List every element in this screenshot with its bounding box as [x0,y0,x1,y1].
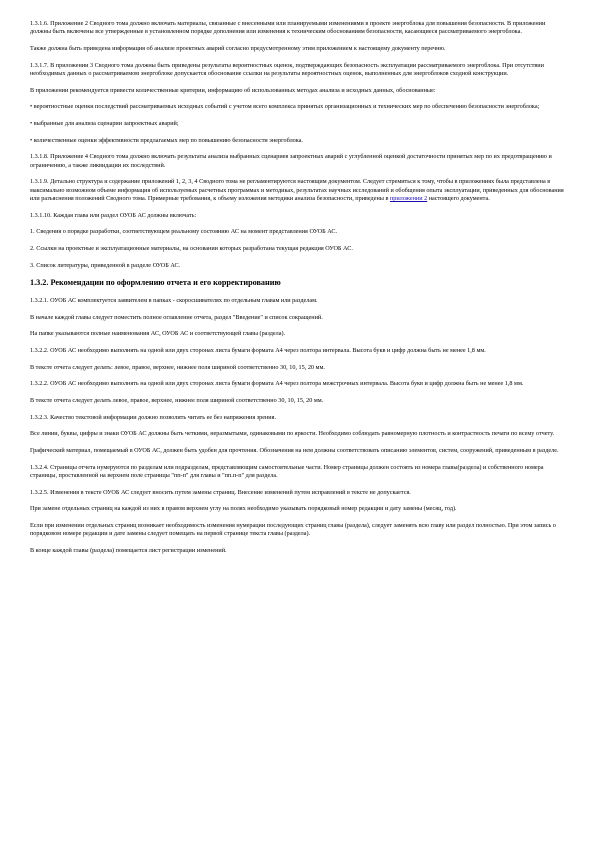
appendix-2-link[interactable]: приложении 2 [389,194,428,202]
paragraph-print-quality: Все линии, буквы, цифры и знаки ОУОБ АС должны быть четкими, неразмытыми, одинаковыми по яркости. Необходимо соблюдать равномерную плотность и контрастность печати по всему отчету. [30,430,555,438]
paragraph-1-3-1-9-tail: настоящего документа. [428,194,490,202]
paragraph-criteria: В приложении рекомендуется привести количественные критерии, информацию об использованных методах анализа и исходных данных, обоснованные: [30,86,436,94]
paragraph-1-3-2-5: 1.3.2.5. Изменения в тексте ОУОБ АС следует вносить путем замены страниц. Внесение изменений путем исправлений в тексте не допускается. [30,488,411,496]
paragraph-1-3-2-1: 1.3.2.1. ОУОБ АС комплектуется заявителем в папках - скоросшивателях по отдельным главам или разделам. [30,296,318,304]
paragraph-renumbering: Если при изменении отдельных страниц возникает необходимость изменения нумерации последующих страниц главы (раздела), следует заменять всю главу или раздел полностью. При этом запись о порядковом номере редакции и дате замены следует помещать на первой странице текста главы (раздела). [30,522,556,538]
bullet-scenarios: • выбранные для анализа сценарии запроектных аварий; [30,120,179,128]
paragraph-1-3-2-3: 1.3.2.3. Качество текстовой информации должно позволить читать ее без напряжения зрения. [30,413,277,421]
paragraph-1-3-1-8: 1.3.1.8. Приложение 4 Сводного тома должно включать результаты анализа выбранных сценариев запроектных аварий с углубленной оценкой достаточности принятых мер по их предотвращению и ограничению, а также ликвидации их последствий. [30,153,552,169]
paragraph-folder-label: На папке указываются полные наименования АС, ОУОБ АС и соответствующей главы (раздела). [30,330,286,338]
list-item-3: 3. Список литературы, приведенной в разделе ОУОБ АС. [30,261,181,269]
list-item-2: 2. Ссылки на проектные и эксплуатационные материалы, на основании которых разработана текущая редакция ОУОБ АС. [30,245,353,253]
paragraph-graphics: Графический материал, помещаемый в ОУОБ АС, должен быть удобен для прочтения. Обозначения на нем должны соответствовать описанию элементов, систем, сооружений, приведенным в разделе. [30,447,559,454]
paragraph-1-3-1-6: 1.3.1.6. Приложение 2 Сводного тома должно включать материалы, связанные с внесенными или планируемыми изменениями в проекте энергоблока для повышения безопасности. В приложении должны быть включены все утвержденные в установленном порядке дополнения или изменения к техническим обоснованиям безопасности, касающиеся рассматриваемого энергоблока. [30,20,546,36]
bullet-efficiency: • количественные оценки эффективности предлагаемых мер по повышению безопасности энергоблока. [30,136,303,144]
paragraph-chapter-start: В начале каждой главы следует поместить полное оглавление отчета, раздел "Введение" и список сокращений. [30,313,323,321]
paragraph-design-accidents: Также должна быть приведена информация об анализе проектных аварий согласно предусмотренному этим приложением к настоящему документу перечню. [30,44,446,52]
paragraph-page-replacement: При замене отдельных страниц на каждой из них в правом верхнем углу на полях необходимо указывать порядковый номер редакции и дату замены (месяц, год). [30,505,457,513]
bullet-probabilistic-estimates: • вероятностные оценки последствий рассматриваемых исходных событий с учетом всего комплекса принятых организационных и технических мер по обеспечению безопасности энергоблока; [30,103,540,111]
section-heading-1-3-2: 1.3.2. Рекомендации по оформлению отчета и его корректированию [30,278,281,288]
paragraph-1-3-2-4: 1.3.2.4. Страницы отчета нумеруются по разделам или подразделам, представляющим самостоятельные части. Номер страницы должен состоять из номера главы(раздела) и собственного номера страницы, проставленной на верхнем поле страницы "пп-п" для главы и "пп.п-п" для раздела. [30,463,544,479]
paragraph-change-log: В конце каждой главы (раздела) помещается лист регистрации изменений. [30,547,227,555]
paragraph-1-3-2-2-a: 1.3.2.2. ОУОБ АС необходимо выполнять на одной или двух сторонах листа бумаги формата А4 через полтора интервала. Высота букв и цифр должна быть не менее 1,8 мм. [30,346,486,354]
paragraph-1-3-1-7: 1.3.1.7. В приложении 3 Сводного тома должны быть приведены результаты вероятностных оценок, подтверждающих безопасность эксплуатации рассматриваемого энергоблока. При отсутствии необходимых данных о рассматриваемом энергоблоке допускается обоснование ссылки на результаты вероятностных оценок, выполненных для энергоблоков сходной конструкции. [30,61,544,77]
paragraph-1-3-1-10: 1.3.1.10. Каждая глава или раздел ОУОБ АС должны включать: [30,211,197,219]
list-item-1: 1. Сведения о порядке разработки, соответствующем реальному состоянию АС на момент представления ОУОБ АС. [30,228,338,236]
paragraph-1-3-1-9-text: 1.3.1.9. Детально структура и содержание приложений 1, 2, 3, 4 Сводного тома не регламентируются настоящим документом. Следует стремиться к тому, чтобы в приложениях была представлена в максимально возможном объеме информация об используемых расчетных программах и методиках, результатах научных исследований и обобщения опыта эксплуатации, приведенных для обоснования или разъяснения положений Сводного тома. Примерные требования, к объему изложения методики анализа безопасности, приведены в [30,178,564,202]
paragraph-margins-a: В тексте отчета следует делать: левое, правое, верхнее, нижнее поля шириной соответственно 30, 10, 15, 20 мм. [30,363,325,371]
paragraph-margins-b: В тексте отчета следует делать левое, правое, верхнее, нижнее поля шириной соответственно 30, 10, 15, 20 мм. [30,396,324,404]
paragraph-1-3-1-9 [30,178,565,203]
paragraph-1-3-2-2-b: 1.3.2.2. ОУОБ АС необходимо выполнять на одной или двух сторонах листа бумаги формата А4 через полтора межстрочных интервала. Высота букв и цифр должна быть не менее 1,8 мм. [30,380,524,388]
